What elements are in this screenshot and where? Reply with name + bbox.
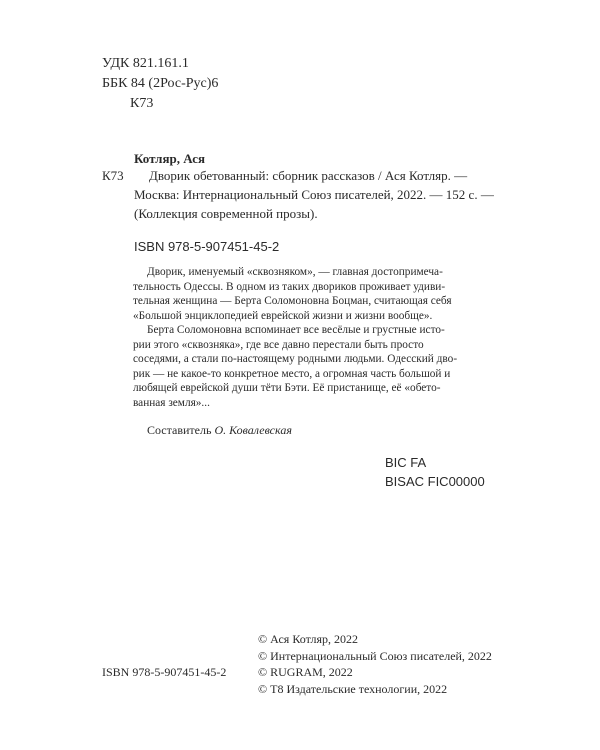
author-mark-side: К73 [102, 168, 124, 183]
compiler-label: Составитель [147, 423, 215, 437]
record-isbn: ISBN 978-5-907451-45-2 [134, 239, 280, 254]
copyright-line: © Ася Котляр, 2022 [258, 632, 359, 646]
record-description-line-3: (Коллекция современной прозы). [134, 206, 318, 221]
annotation-line: тельность Одессы. В одном из таких двориков проживает удиви- [133, 280, 446, 293]
annotation-line: любящей еврейской души тёти Бэти. Её пристанище, её «обето- [133, 382, 441, 394]
copyright-line: © Т8 Издательские технологии, 2022 [258, 681, 448, 696]
annotation-line: Дворик, именуемый «сквозняком», — главная достопримеча- [147, 266, 443, 278]
compiler-name: О. Ковалевская [214, 423, 292, 437]
annotation-line: рик — не какое-то конкретное место, а огромная часть большой и [133, 367, 451, 380]
bbk-code: ББК 84 (2Рос-Рус)6 [102, 76, 219, 91]
annotation-line: соседями, а стали по-настоящему родными людьми. Одесский дво- [133, 353, 458, 365]
copyright-line: © RUGRAM, 2022 [258, 665, 353, 679]
record-description-line-2: Москва: Интернациональный Союз писателей, 2022. — 152 с. — [134, 187, 494, 202]
udk-code: УДК 821.161.1 [102, 56, 189, 71]
compiler [147, 423, 292, 438]
bic-code: BIC FA [385, 455, 427, 470]
bisac-code: BISAC FIC00000 [385, 474, 485, 489]
author-mark: К73 [130, 96, 154, 111]
annotation [133, 265, 457, 410]
footer-isbn: ISBN 978-5-907451-45-2 [102, 665, 227, 679]
copyright-line: © Интернациональный Союз писателей, 2022 [258, 648, 492, 663]
annotation-line: Берта Соломоновна вспоминает все весёлые и грустные исто- [147, 324, 445, 336]
copyright-block [258, 631, 492, 697]
annotation-line: «Большой энциклопедией еврейской жизни и жизни вообще». [133, 309, 433, 322]
annotation-line: ванная земля»... [133, 396, 210, 409]
annotation-line: тельная женщина — Берта Соломоновна Боцман, считающая себя [133, 295, 452, 307]
record-description-line-1: Дворик обетованный: сборник рассказов / Ася Котляр. — [149, 168, 468, 183]
annotation-line: рии этого «сквозняка», где все давно перестали быть просто [133, 338, 424, 351]
record-author: Котляр, Ася [134, 151, 206, 166]
